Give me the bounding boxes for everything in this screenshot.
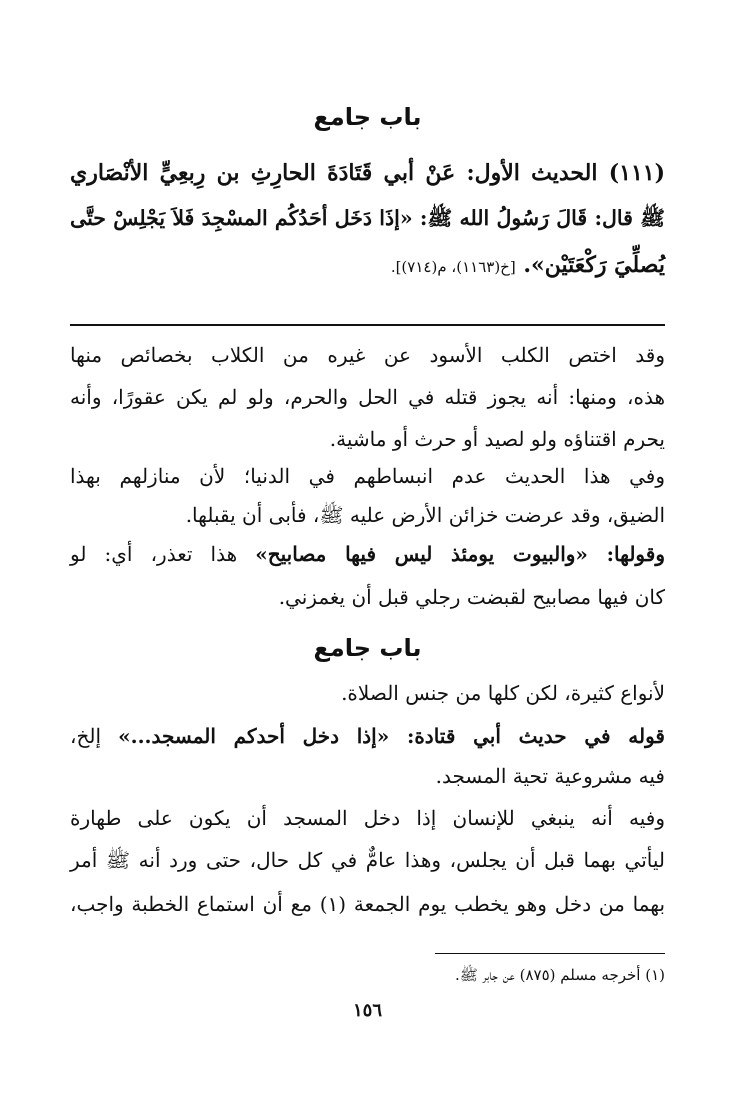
para6-line-1: وفيه أنه ينبغي للإنسان إذا دخل المسجد أن يكون على طهارة	[70, 806, 665, 830]
para3-line-1	[70, 542, 665, 566]
hadith-line-2: ﷺ قال: قَالَ رَسُولُ الله ﷺ: «إذَا دَخَل أحَدُكُم المسْجِدَ فَلاَ يَجْلِسْ حتَّى	[70, 206, 665, 230]
separator-rule	[70, 324, 665, 326]
section-title: باب جامع	[313, 103, 422, 131]
para2-line-2: الضيق، وقد عرضت خزائن الأرض عليه ﷺ، فأبى أن يقبلها.	[185, 503, 665, 527]
para4-line-1: لأنواع كثيرة، لكن كلها من جنس الصلاة.	[341, 681, 665, 705]
hadith-line-1: (١١١) الحديث الأول: عَنْ أبي قَتَادَةَ الحارِثِ بن رِبعِيٍّ الأنْصَاري	[70, 160, 665, 186]
para1-line-3: يحرم اقتناؤه ولو لصيد أو حرث أو ماشية.	[329, 427, 665, 451]
para2-line-1: وفي هذا الحديث عدم انبساطهم في الدنيا؛ لأن منازلهم بهذا	[70, 464, 665, 488]
para1-line-2: هذه، ومنها: أنه يجوز قتله في الحل والحرم، ولو لم يكن عقورًا، وأنه	[70, 385, 665, 409]
para3-line-2: كان فيها مصابيح لقبضت رجلي قبل أن يغمزني.	[278, 585, 665, 609]
para6-line-3: بهما من دخل وهو يخطب يوم الجمعة (١) مع أن استماع الخطبة واجب،	[70, 892, 666, 916]
footnote-rule	[435, 953, 665, 954]
para1-line-1: وقد اختص الكلب الأسود عن غيره من الكلاب بخصائص منها	[70, 343, 665, 367]
quote-bold-2: قوله في حديث أبي قتادة: «إذا دخل أحدكم المسجد...»	[118, 724, 665, 748]
para5-line-2: فيه مشروعية تحية المسجد.	[435, 764, 665, 788]
para5-line-1	[70, 724, 665, 748]
page-number: ١٥٦	[352, 1000, 382, 1021]
hadith-line-3	[70, 252, 665, 278]
hadith-text-end: يُصلِّيَ رَكْعَتَيْن».	[523, 252, 665, 278]
page	[70, 0, 665, 1105]
hadith-reference: [خ(١١٦٣)، م(٧١٤)].	[390, 258, 516, 276]
para3-text: هذا تعذر، أي: لو	[70, 542, 256, 566]
para5-text: إلخ،	[70, 724, 119, 748]
para6-line-2: ليأتي بهما قبل أن يجلس، وهذا عامٌّ في كل حال، حتى ورد أنه ﷺ أمر	[70, 848, 665, 872]
section-title-2: باب جامع	[313, 634, 422, 662]
quote-bold: وقولها: «والبيوت يومئذ ليس فيها مصابيح»	[255, 542, 665, 566]
footnote: (١) أخرجه مسلم (٨٧٥) عن جابر ﷺ.	[454, 966, 665, 984]
